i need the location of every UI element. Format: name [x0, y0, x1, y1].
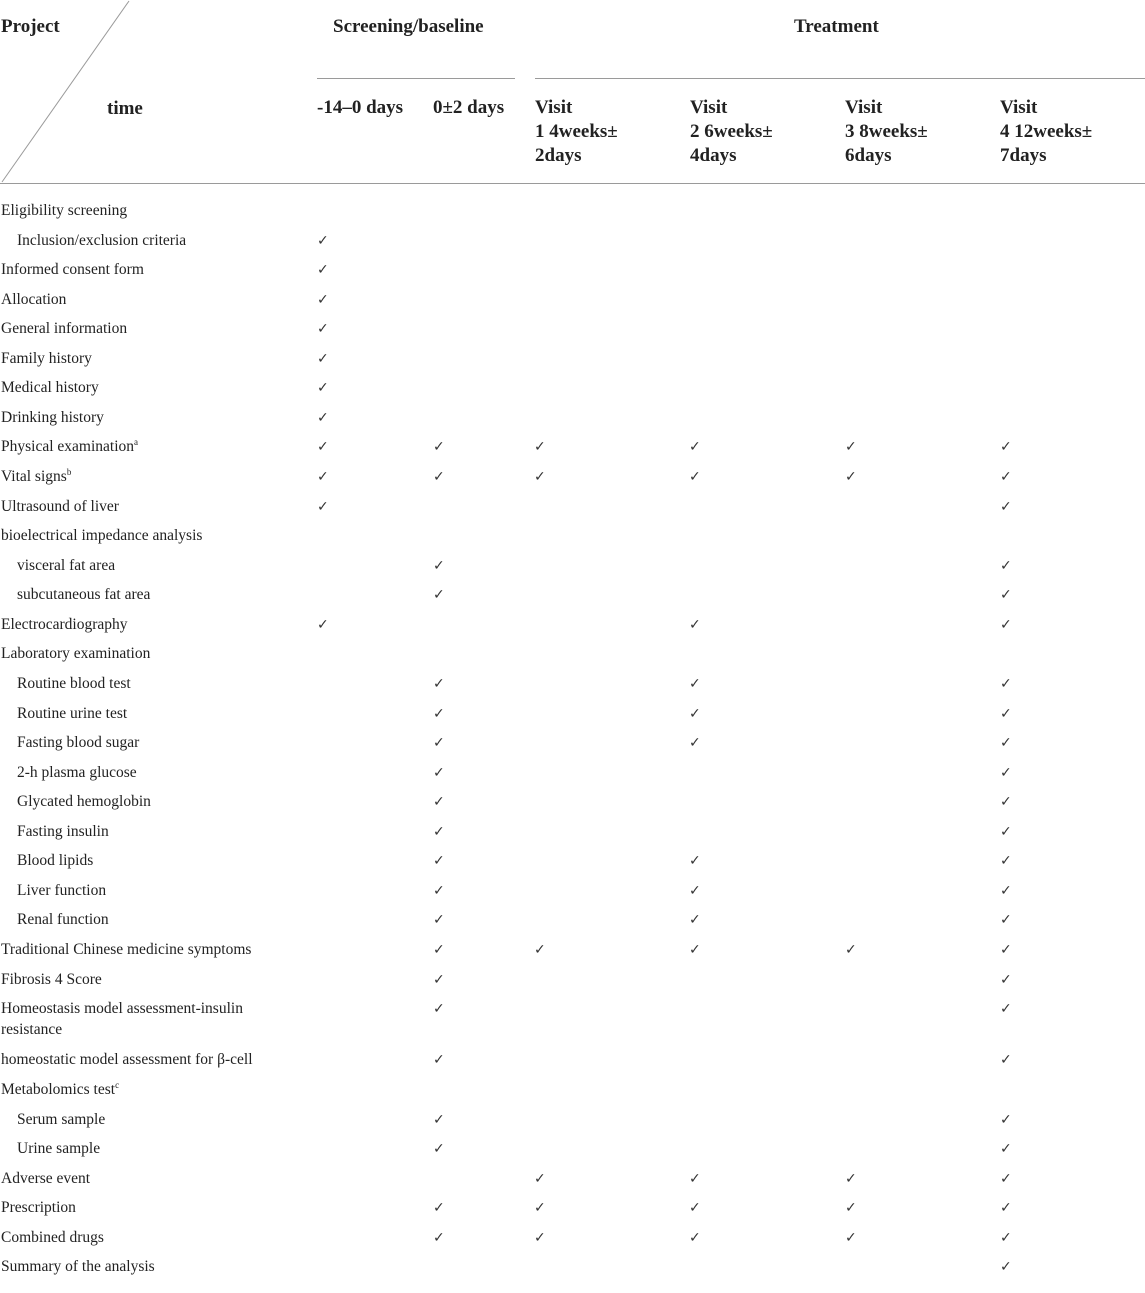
column-header-line: 0±2 days — [433, 97, 505, 118]
row-label-text: Vital signs — [1, 468, 67, 485]
check-mark-icon: ✓ — [317, 351, 329, 367]
check-mark-icon: ✓ — [689, 735, 701, 751]
row-label — [1, 1198, 76, 1218]
check-mark-icon: ✓ — [1000, 883, 1012, 899]
check-mark-icon: ✓ — [534, 942, 546, 958]
row-label-text: Ultrasound of liver — [1, 498, 119, 515]
check-mark-icon: ✓ — [433, 558, 445, 574]
check-mark-icon: ✓ — [845, 942, 857, 958]
row-label — [1, 349, 92, 369]
row-label — [17, 1139, 100, 1159]
row-label — [1, 615, 128, 635]
row-label — [17, 585, 150, 605]
check-mark-icon: ✓ — [433, 706, 445, 722]
row-label-text: Homeostasis model assessment-insulin — [1, 1000, 243, 1017]
row-label — [1, 940, 251, 960]
row-label — [17, 822, 109, 842]
check-mark-icon: ✓ — [1000, 765, 1012, 781]
row-label-text: General information — [1, 320, 128, 337]
check-mark-icon: ✓ — [1000, 735, 1012, 751]
check-mark-icon: ✓ — [1000, 1200, 1012, 1216]
check-mark-icon: ✓ — [433, 469, 445, 485]
check-mark-icon: ✓ — [433, 765, 445, 781]
column-header-line: 1 4weeks± — [535, 121, 618, 142]
header-project: Project — [1, 16, 60, 37]
row-label-text: Fasting insulin — [17, 823, 109, 840]
check-mark-icon: ✓ — [1000, 1141, 1012, 1157]
check-mark-icon: ✓ — [1000, 942, 1012, 958]
check-mark-icon: ✓ — [534, 1200, 546, 1216]
column-header-line: Visit — [845, 97, 883, 118]
row-label-text: Combined drugs — [1, 1229, 104, 1246]
check-mark-icon: ✓ — [317, 617, 329, 633]
row-label — [1, 497, 119, 517]
row-label — [1, 1050, 253, 1070]
check-mark-icon: ✓ — [534, 1171, 546, 1187]
row-label-text: Fibrosis 4 Score — [1, 971, 102, 988]
check-mark-icon: ✓ — [433, 1230, 445, 1246]
row-label — [17, 733, 139, 753]
check-mark-icon: ✓ — [433, 1052, 445, 1068]
header-time: time — [107, 98, 143, 119]
column-header-line: 7days — [1000, 145, 1047, 166]
check-mark-icon: ✓ — [1000, 706, 1012, 722]
check-mark-icon: ✓ — [1000, 1259, 1012, 1275]
check-mark-icon: ✓ — [689, 942, 701, 958]
check-mark-icon: ✓ — [845, 1200, 857, 1216]
check-mark-icon: ✓ — [1000, 794, 1012, 810]
check-mark-icon: ✓ — [534, 439, 546, 455]
row-label — [17, 556, 115, 576]
row-label — [1, 437, 138, 457]
screening-group-rule — [317, 78, 515, 79]
footnote-marker: b — [66, 466, 72, 477]
check-mark-icon: ✓ — [1000, 587, 1012, 603]
check-mark-icon: ✓ — [433, 1141, 445, 1157]
row-label — [1, 378, 99, 398]
check-mark-icon: ✓ — [689, 853, 701, 869]
row-label-text: Adverse event — [1, 1170, 91, 1187]
row-label-text: Allocation — [1, 291, 67, 308]
footnote-marker: c — [115, 1079, 120, 1090]
check-mark-icon: ✓ — [433, 1112, 445, 1128]
check-mark-icon: ✓ — [433, 853, 445, 869]
row-label-text: Renal function — [17, 911, 109, 928]
check-mark-icon: ✓ — [1000, 499, 1012, 515]
check-mark-icon: ✓ — [317, 233, 329, 249]
check-mark-icon: ✓ — [1000, 1112, 1012, 1128]
row-label-text: Urine sample — [17, 1140, 101, 1157]
check-mark-icon: ✓ — [1000, 853, 1012, 869]
column-header-line: -14–0 days — [317, 97, 404, 118]
row-label — [1, 408, 104, 428]
check-mark-icon: ✓ — [689, 676, 701, 692]
row-label — [17, 231, 186, 251]
column-header-line: 2 6weeks± — [690, 121, 773, 142]
row-label-text: Informed consent form — [1, 261, 144, 278]
row-label — [17, 851, 93, 871]
column-header-line: 4days — [690, 145, 737, 166]
check-mark-icon: ✓ — [1000, 824, 1012, 840]
row-label — [1, 1257, 155, 1277]
check-mark-icon: ✓ — [433, 794, 445, 810]
row-label — [17, 881, 106, 901]
row-label-text: Drinking history — [1, 409, 104, 426]
check-mark-icon: ✓ — [689, 1200, 701, 1216]
row-label — [17, 674, 131, 694]
row-label — [17, 1110, 105, 1130]
row-label-text: Routine urine test — [17, 705, 128, 722]
row-label-text: Laboratory examination — [1, 645, 151, 662]
check-mark-icon: ✓ — [689, 617, 701, 633]
row-label — [1, 319, 127, 339]
row-label-text: Family history — [1, 350, 92, 367]
check-mark-icon: ✓ — [317, 439, 329, 455]
row-label-text: homeostatic model assessment for β-cell — [1, 1051, 253, 1068]
row-label — [1, 201, 127, 221]
row-label — [1, 290, 66, 310]
check-mark-icon: ✓ — [1000, 1171, 1012, 1187]
row-label-text: Routine blood test — [17, 675, 131, 692]
check-mark-icon: ✓ — [433, 439, 445, 455]
footnote-marker: a — [134, 436, 139, 447]
check-mark-icon: ✓ — [845, 469, 857, 485]
row-label-text: Inclusion/exclusion criteria — [17, 232, 187, 249]
check-mark-icon: ✓ — [1000, 676, 1012, 692]
row-label-text: bioelectrical impedance analysis — [1, 527, 203, 544]
check-mark-icon: ✓ — [534, 469, 546, 485]
row-label-text: Traditional Chinese medicine symptoms — [1, 941, 252, 958]
column-header-line: Visit — [1000, 97, 1038, 118]
row-label-text: Eligibility screening — [1, 202, 128, 219]
treatment-group-rule — [535, 78, 1145, 79]
check-mark-icon: ✓ — [845, 1230, 857, 1246]
column-header-line: 4 12weeks± — [1000, 121, 1093, 142]
check-mark-icon: ✓ — [1000, 439, 1012, 455]
check-mark-icon: ✓ — [689, 1171, 701, 1187]
row-label-text: 2-h plasma glucose — [17, 764, 137, 781]
header-bottom-rule — [0, 183, 1145, 184]
check-mark-icon: ✓ — [689, 469, 701, 485]
check-mark-icon: ✓ — [689, 883, 701, 899]
check-mark-icon: ✓ — [433, 824, 445, 840]
check-mark-icon: ✓ — [317, 499, 329, 515]
row-label — [1, 1228, 104, 1248]
check-mark-icon: ✓ — [689, 912, 701, 928]
check-mark-icon: ✓ — [433, 972, 445, 988]
header-group-screening: Screening/baseline — [333, 16, 484, 37]
column-header-line: Visit — [535, 97, 573, 118]
row-label — [17, 704, 127, 724]
check-mark-icon: ✓ — [1000, 912, 1012, 928]
row-label-text: Medical history — [1, 379, 99, 396]
check-mark-icon: ✓ — [317, 380, 329, 396]
row-label — [1, 467, 71, 487]
check-mark-icon: ✓ — [433, 883, 445, 899]
row-label-text: Metabolomics test — [1, 1081, 116, 1098]
column-header-line: 6days — [845, 145, 892, 166]
row-label — [1, 1080, 119, 1100]
check-mark-icon: ✓ — [317, 410, 329, 426]
row-label — [1, 260, 144, 280]
check-mark-icon: ✓ — [1000, 1052, 1012, 1068]
column-header-line: Visit — [690, 97, 728, 118]
check-mark-icon: ✓ — [1000, 1001, 1012, 1017]
check-mark-icon: ✓ — [317, 292, 329, 308]
row-label — [1, 970, 102, 990]
check-mark-icon: ✓ — [317, 262, 329, 278]
check-mark-icon: ✓ — [689, 1230, 701, 1246]
row-label — [1, 999, 243, 1019]
check-mark-icon: ✓ — [433, 676, 445, 692]
check-mark-icon: ✓ — [534, 1230, 546, 1246]
row-label-continuation: resistance — [1, 1021, 63, 1038]
check-mark-icon: ✓ — [433, 1200, 445, 1216]
row-label-text: Prescription — [1, 1199, 76, 1216]
row-label-text: Liver function — [17, 882, 107, 899]
check-mark-icon: ✓ — [1000, 558, 1012, 574]
check-mark-icon: ✓ — [1000, 617, 1012, 633]
row-label-text: Blood lipids — [17, 852, 94, 869]
row-label-text: Electrocardiography — [1, 616, 128, 633]
check-mark-icon: ✓ — [317, 469, 329, 485]
row-label — [17, 910, 109, 930]
row-label — [17, 792, 151, 812]
check-mark-icon: ✓ — [433, 587, 445, 603]
row-label-text: visceral fat area — [17, 557, 116, 574]
check-mark-icon: ✓ — [845, 439, 857, 455]
check-mark-icon: ✓ — [689, 706, 701, 722]
check-mark-icon: ✓ — [433, 735, 445, 751]
row-label-text: Serum sample — [17, 1111, 106, 1128]
check-mark-icon: ✓ — [433, 912, 445, 928]
row-label-text: Glycated hemoglobin — [17, 793, 151, 810]
check-mark-icon: ✓ — [689, 439, 701, 455]
check-mark-icon: ✓ — [1000, 1230, 1012, 1246]
check-mark-icon: ✓ — [1000, 469, 1012, 485]
check-mark-icon: ✓ — [433, 942, 445, 958]
column-header-line: 2days — [535, 145, 582, 166]
row-label — [17, 763, 137, 783]
row-label — [1, 526, 202, 546]
row-label — [1, 1169, 90, 1189]
check-mark-icon: ✓ — [433, 1001, 445, 1017]
check-mark-icon: ✓ — [317, 321, 329, 337]
check-mark-icon: ✓ — [1000, 972, 1012, 988]
row-label-text: Physical examination — [1, 438, 135, 455]
header-group-treatment: Treatment — [794, 16, 879, 37]
column-header-line: 3 8weeks± — [845, 121, 928, 142]
row-label-text: Summary of the analysis — [1, 1258, 155, 1275]
row-label-text: Fasting blood sugar — [17, 734, 140, 751]
row-label — [1, 644, 150, 664]
row-label-text: subcutaneous fat area — [17, 586, 151, 603]
check-mark-icon: ✓ — [845, 1171, 857, 1187]
